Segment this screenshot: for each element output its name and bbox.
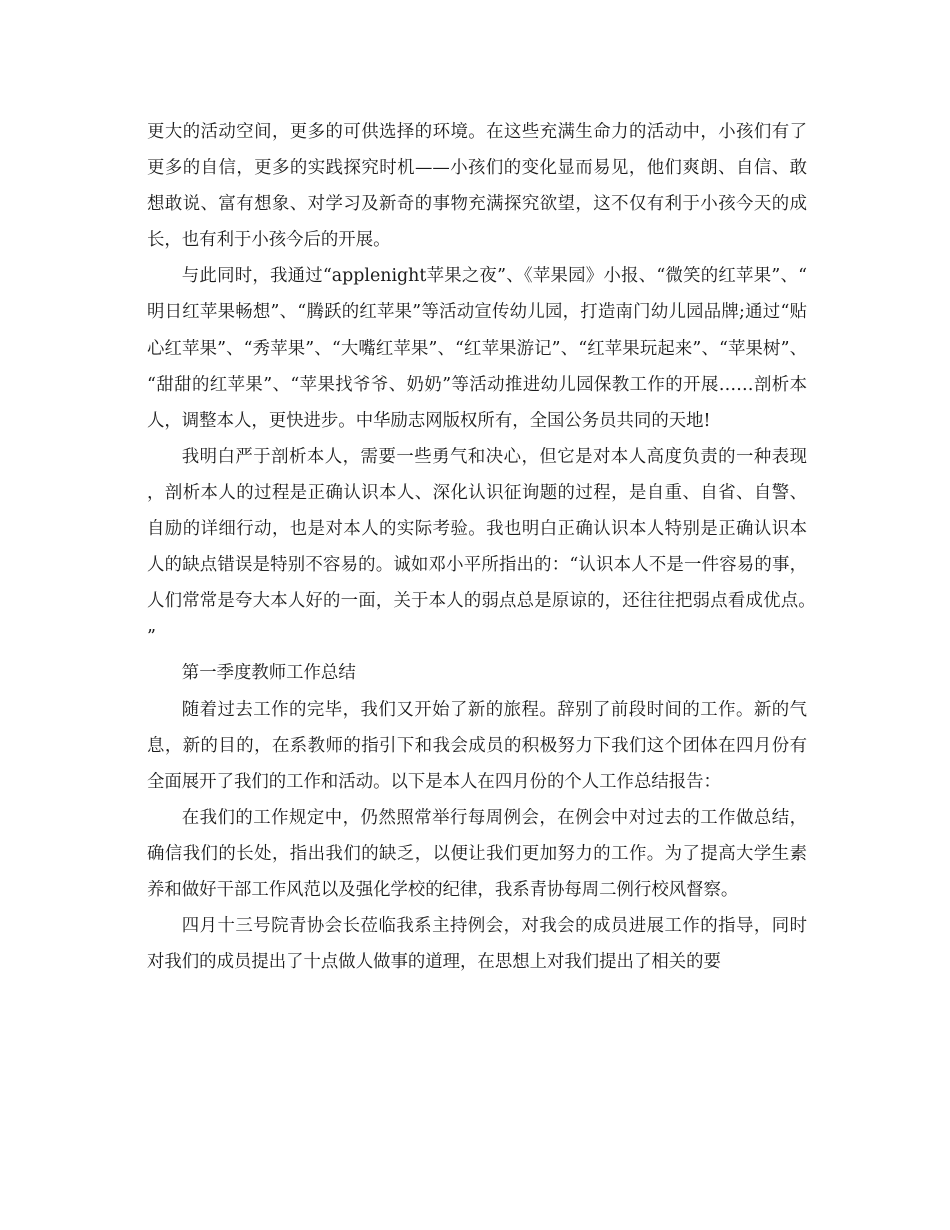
- paragraph-2: 与此同时，我通过“applenight苹果之夜”、《苹果园》小报、“微笑的红苹果”、“明日红苹果畅想”、“腾跃的红苹果”等活动宣传幼儿园，打造南门幼儿园品牌;通过“贴心红苹果”、“秀苹果”、“大嘴红苹果”、“红苹果游记”、“红苹果玩起来”、“苹果树”、“甜甜的红苹果”、“苹果找爷爷、奶奶”等活动推进幼儿园保教工作的开展……剖析本人，调整本人，更快进步。中华励志网版权所有，全国公务员共同的天地!: [147, 266, 807, 431]
- paragraph-4: 随着过去工作的完毕，我们又开始了新的旅程。辞别了前段时间的工作。新的气息，新的目的，在系教师的指引下和我会成员的积极努力下我们这个团体在四月份有全面展开了我们的工作和活动。以下是本人在四月份的个人工作总结报告：: [147, 699, 807, 792]
- paragraph-5: 在我们的工作规定中，仍然照常举行每周例会，在例会中对过去的工作做总结，确信我们的长处，指出我们的缺乏，以便让我们更加努力的工作。为了提高大学生素养和做好干部工作风范以及强化学校的纪律，我系青协每周二例行校风督察。: [147, 807, 807, 900]
- section-heading: 第一季度教师工作总结: [181, 663, 356, 684]
- document-body: [147, 114, 807, 980]
- paragraph-3: 我明白严于剖析本人，需要一些勇气和决心，但它是对本人高度负责的一种表现，剖析本人的过程是正确认识本人、深化认识征询题的过程，是自重、自省、自警、自励的详细行动，也是对本人的实际考验。我也明白正确认识本人特别是正确认识本人的缺点错误是特别不容易的。诚如邓小平所指出的：“认识本人不是一件容易的事，人们常常是夸大本人好的一面，关于本人的弱点总是原谅的，还往往把弱点看成优点。”: [147, 446, 807, 648]
- paragraph-6: 四月十三号院青协会长莅临我系主持例会，对我会的成员进展工作的指导，同时对我们的成员提出了十点做人做事的道理，在思想上对我们提出了相关的要: [147, 916, 807, 973]
- paragraph-1: 更大的活动空间，更多的可供选择的环境。在这些充满生命力的活动中，小孩们有了更多的自信，更多的实践探究时机——小孩们的变化显而易见，他们爽朗、自信、敢想敢说、富有想象、对学习及新奇的事物充满探究欲望，这不仅有利于小孩今天的成长，也有利于小孩今后的开展。: [147, 122, 807, 251]
